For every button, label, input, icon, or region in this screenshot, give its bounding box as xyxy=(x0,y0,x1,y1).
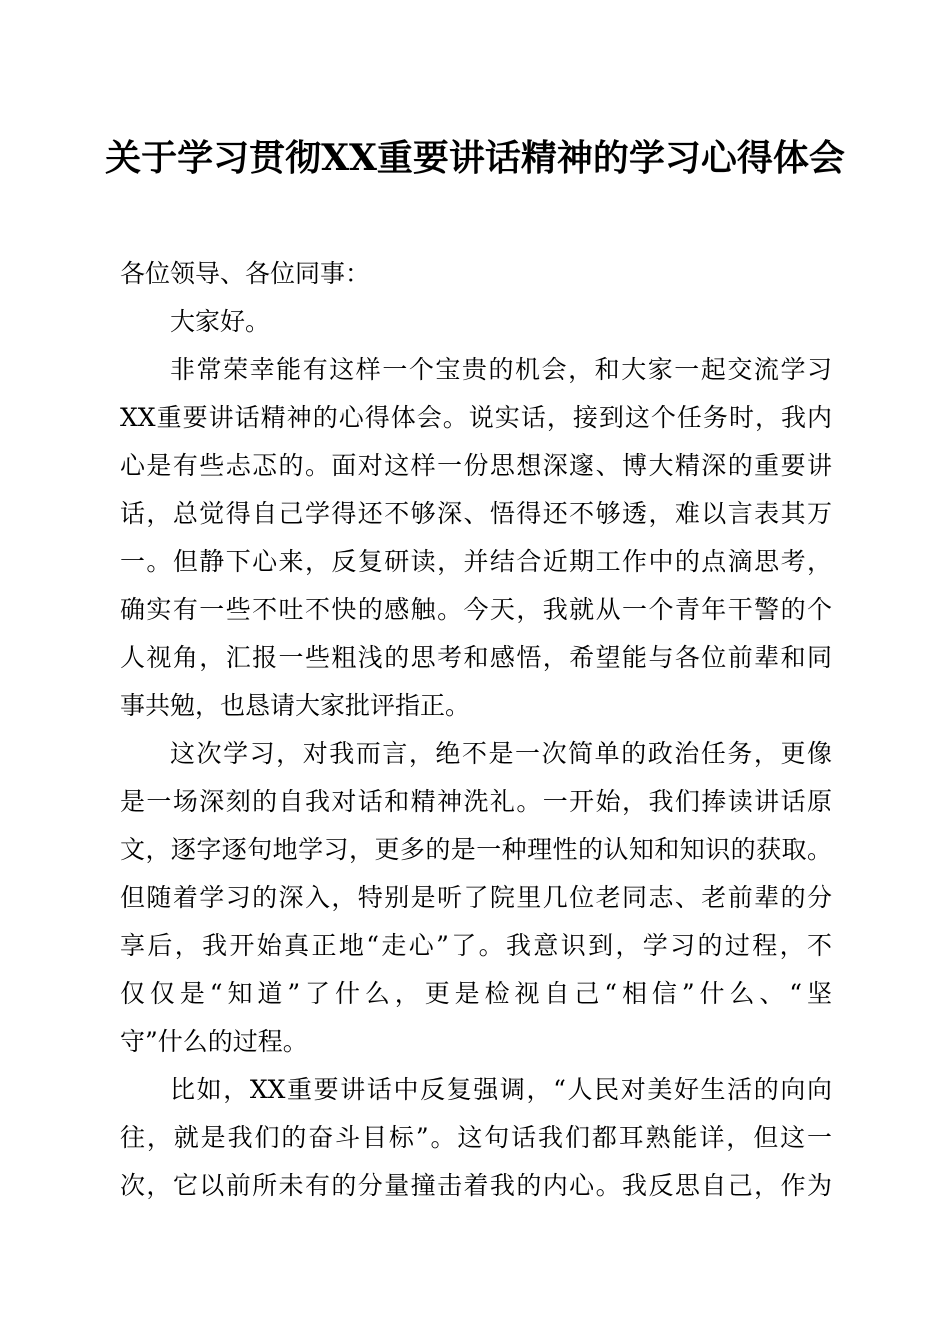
paragraph-line: 但随着学习的深入，特别是听了院里几位老同志、老前辈的分 xyxy=(120,883,832,912)
paragraph-2 xyxy=(120,730,832,1066)
paragraph-line: 这次学习，对我而言，绝不是一次简单的政治任务，更像 xyxy=(170,739,832,768)
paragraph-line: 守”什么的过程。 xyxy=(120,1027,308,1056)
paragraph-line: 话，总觉得自己学得还不够深、悟得还不够透，难以言表其万 xyxy=(120,499,832,528)
document-title: 关于学习贯彻XX重要讲话精神的学习心得体会 xyxy=(105,137,845,179)
paragraph-line: 确实有一些不吐不快的感触。今天，我就从一个青年干警的个 xyxy=(120,595,832,624)
paragraph-line: 人视角，汇报一些粗浅的思考和感悟，希望能与各位前辈和同 xyxy=(120,643,832,672)
paragraph-line: XX重要讲话精神的心得体会。说实话，接到这个任务时，我内 xyxy=(120,403,832,432)
paragraph-line: 一。但静下心来，反复研读，并结合近期工作中的点滴思考， xyxy=(120,547,832,576)
salutation: 各位领导、各位同事： xyxy=(120,259,371,288)
paragraph-line: 非常荣幸能有这样一个宝贵的机会，和大家一起交流学习 xyxy=(170,355,832,384)
paragraph-line: 心是有些忐忑的。面对这样一份思想深邃、博大精深的重要讲 xyxy=(120,451,832,480)
paragraph-line: 往，就是我们的奋斗目标”。这句话我们都耳熟能详，但这一 xyxy=(120,1123,832,1152)
paragraph-line: 事共勉，也恳请大家批评指正。 xyxy=(120,691,471,720)
paragraph-line: 是一场深刻的自我对话和精神洗礼。一开始，我们捧读讲话原 xyxy=(120,787,832,816)
greeting: 大家好。 xyxy=(170,307,271,336)
paragraph-1 xyxy=(120,346,832,730)
paragraph-line: 次，它以前所未有的分量撞击着我的内心。我反思自己，作为 xyxy=(120,1171,832,1200)
document-body xyxy=(120,250,832,1210)
paragraph-line: 文，逐字逐句地学习，更多的是一种理性的认知和知识的获取。 xyxy=(120,835,832,864)
paragraph-line: 享后，我开始真正地“走心”了。我意识到，学习的过程，不 xyxy=(120,931,832,960)
paragraph-3 xyxy=(120,1066,832,1210)
paragraph-line: 比如，XX重要讲话中反复强调，“人民对美好生活的向向 xyxy=(170,1075,832,1104)
paragraph-line: 仅仅是“知道”了什么，更是检视自己“相信”什么、“坚 xyxy=(120,979,832,1008)
